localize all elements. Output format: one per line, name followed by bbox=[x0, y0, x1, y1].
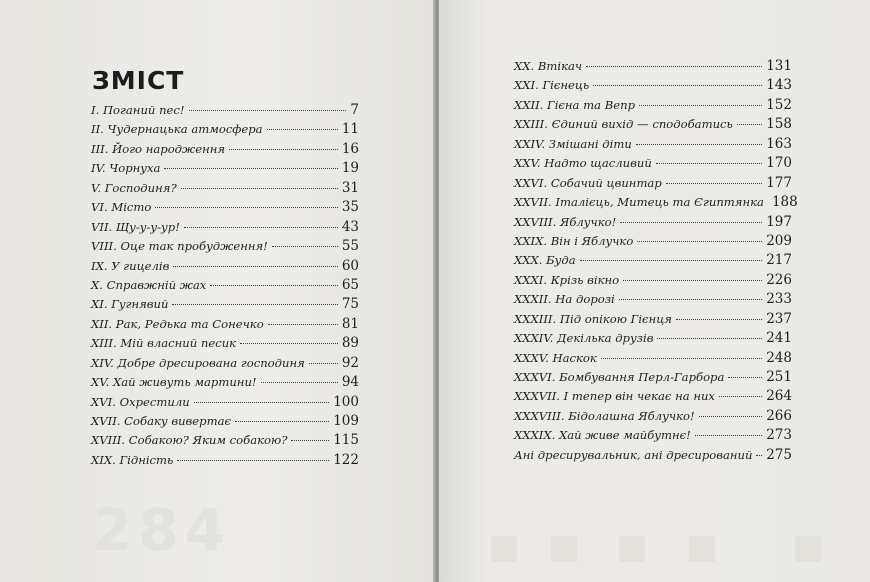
chapter-title: VI. Місто bbox=[91, 200, 152, 215]
page-number: 19 bbox=[341, 160, 359, 177]
page-number: 158 bbox=[766, 116, 792, 133]
chapter-title: XXVI. Собачий цвинтар bbox=[514, 175, 662, 190]
chapter-title: XXXV. Наскок bbox=[514, 350, 597, 365]
dot-leader bbox=[656, 163, 762, 164]
page-number: 89 bbox=[341, 335, 359, 352]
chapter-title: XVII. Собаку вивертає bbox=[91, 414, 231, 428]
chapter-title: Ані дресирувальник, ані дресирований bbox=[514, 447, 753, 462]
page-number: 217 bbox=[766, 252, 792, 269]
chapter-title: XXVIII. Яблучко! bbox=[514, 214, 617, 229]
dot-leader bbox=[737, 124, 762, 125]
toc-entry bbox=[514, 427, 792, 446]
chapter-title: XXXVII. І тепер він чекає на них bbox=[514, 389, 715, 404]
dot-leader bbox=[756, 455, 762, 456]
contents-title: ЗМІСТ bbox=[92, 66, 185, 95]
chapter-title: XX. Втікач bbox=[514, 59, 583, 73]
toc-entry bbox=[514, 291, 792, 310]
chapter-title: XV. Хай живуть мартини! bbox=[91, 375, 257, 390]
dot-leader bbox=[657, 338, 762, 339]
toc-entry bbox=[514, 194, 798, 213]
chapter-title: XVI. Охрестили bbox=[91, 394, 190, 409]
toc-entry bbox=[514, 175, 792, 194]
dot-leader bbox=[268, 324, 338, 325]
toc-entry bbox=[91, 258, 359, 277]
chapter-title: XIV. Добре дресирована господиня bbox=[91, 355, 305, 370]
chapter-title: XXV. Надто щасливий bbox=[514, 156, 652, 171]
chapter-title: XXII. Гієна та Вепр bbox=[514, 97, 636, 112]
toc-entry bbox=[91, 219, 359, 238]
toc-entry bbox=[514, 388, 792, 407]
chapter-title: V. Господиня? bbox=[91, 180, 177, 195]
page-number: 75 bbox=[341, 296, 359, 313]
page-number: 31 bbox=[341, 179, 359, 196]
toc-entry bbox=[91, 121, 359, 140]
page-number: 177 bbox=[766, 174, 792, 191]
dot-leader bbox=[189, 110, 347, 111]
page-number: 16 bbox=[341, 140, 359, 157]
toc-entry bbox=[91, 180, 359, 199]
toc-entry bbox=[514, 233, 792, 252]
toc-entry bbox=[514, 350, 792, 369]
chapter-title: XXXIV. Декілька друзів bbox=[514, 331, 654, 346]
chapter-title: XXXI. Крізь вікно bbox=[514, 272, 620, 287]
chapter-title: XVIII. Собакою? Яким собакою? bbox=[91, 433, 288, 448]
page-number: 43 bbox=[341, 218, 359, 235]
chapter-title: XXX. Буда bbox=[514, 253, 576, 268]
dot-leader bbox=[637, 241, 762, 242]
dot-leader bbox=[173, 266, 337, 267]
page-number: 152 bbox=[766, 96, 792, 113]
toc-list-left bbox=[91, 102, 359, 471]
dot-leader bbox=[676, 319, 762, 320]
toc-entry bbox=[91, 413, 359, 432]
toc-entry bbox=[91, 141, 359, 160]
chapter-title: XXXIII. Під опікою Гієнця bbox=[514, 311, 672, 326]
chapter-title: XXVII. Італієць, Митець та Єгиптянка bbox=[514, 195, 764, 210]
page-number: 55 bbox=[341, 238, 359, 255]
page-number: 11 bbox=[341, 121, 359, 138]
toc-entry bbox=[91, 355, 359, 374]
dot-leader bbox=[172, 304, 337, 305]
toc-entry bbox=[91, 394, 359, 413]
toc-entry bbox=[91, 374, 359, 393]
page-number: 131 bbox=[766, 58, 792, 74]
chapter-title: X. Справжній жах bbox=[91, 277, 207, 292]
page-number: 233 bbox=[766, 291, 792, 308]
right-page bbox=[439, 0, 870, 582]
show-through-page-number: 284 bbox=[92, 496, 232, 564]
page-number: 109 bbox=[333, 413, 359, 429]
dot-leader bbox=[580, 260, 763, 261]
toc-entry bbox=[514, 408, 792, 427]
chapter-title: XIX. Гідність bbox=[91, 452, 174, 467]
page-number: 122 bbox=[333, 451, 359, 468]
dot-leader bbox=[309, 363, 338, 364]
chapter-title: I. Поганий пес! bbox=[91, 103, 185, 117]
page-number: 197 bbox=[766, 213, 792, 230]
toc-entry bbox=[91, 199, 359, 218]
page-number: 266 bbox=[766, 407, 792, 424]
toc-entry bbox=[91, 432, 359, 451]
dot-leader bbox=[699, 416, 763, 417]
toc-entry bbox=[514, 136, 792, 155]
page-number: 237 bbox=[766, 310, 792, 327]
dot-leader bbox=[184, 227, 338, 228]
page-number: 275 bbox=[766, 446, 792, 463]
dot-leader bbox=[601, 358, 762, 359]
toc-entry bbox=[91, 296, 359, 315]
chapter-title: XXIV. Змішані діти bbox=[514, 136, 632, 151]
chapter-title: VIII. Оце так пробудження! bbox=[91, 239, 268, 254]
dot-leader bbox=[586, 66, 762, 67]
show-through-qr-mark bbox=[689, 536, 715, 562]
dot-leader bbox=[181, 188, 338, 189]
page-number: 60 bbox=[341, 257, 359, 274]
toc-entry bbox=[91, 452, 359, 471]
show-through-qr-mark bbox=[491, 536, 517, 562]
dot-leader bbox=[240, 343, 338, 344]
toc-entry bbox=[91, 160, 359, 179]
dot-leader bbox=[728, 377, 762, 378]
toc-entry bbox=[91, 277, 359, 296]
show-through-qr-mark bbox=[795, 536, 821, 562]
chapter-title: III. Його народження bbox=[91, 141, 226, 156]
toc-entry bbox=[91, 238, 359, 257]
show-through-qr-mark bbox=[551, 536, 577, 562]
toc-entry bbox=[514, 272, 792, 291]
dot-leader bbox=[261, 382, 338, 383]
toc-entry bbox=[514, 77, 792, 96]
toc-entry bbox=[514, 447, 792, 466]
toc-entry bbox=[514, 311, 792, 330]
toc-entry bbox=[91, 335, 359, 354]
chapter-title: XXIX. Він і Яблучко bbox=[514, 233, 634, 248]
toc-entry bbox=[91, 102, 359, 121]
chapter-title: XXI. Гієнець bbox=[514, 78, 590, 93]
chapter-title: XI. Гугнявий bbox=[91, 297, 169, 312]
toc-list-right bbox=[514, 58, 798, 466]
dot-leader bbox=[639, 105, 762, 106]
chapter-title: IX. У гицелів bbox=[91, 258, 170, 273]
page-number: 248 bbox=[766, 349, 792, 366]
page-number: 163 bbox=[766, 135, 792, 152]
dot-leader bbox=[194, 402, 330, 403]
dot-leader bbox=[695, 435, 762, 436]
toc-entry bbox=[514, 252, 792, 271]
toc-entry bbox=[514, 58, 792, 77]
toc-entry bbox=[514, 155, 792, 174]
chapter-title: XXXVIII. Бідолашна Яблучко! bbox=[514, 408, 695, 423]
dot-leader bbox=[636, 144, 762, 145]
page-number: 273 bbox=[766, 427, 792, 444]
chapter-title: XII. Рак, Редька та Сонечко bbox=[91, 316, 264, 331]
dot-leader bbox=[164, 168, 337, 169]
chapter-title: IV. Чорнуха bbox=[91, 161, 161, 176]
page-number: 170 bbox=[766, 155, 792, 172]
dot-leader bbox=[623, 280, 762, 281]
chapter-title: XIII. Мій власний песик bbox=[91, 336, 237, 351]
dot-leader bbox=[620, 222, 762, 223]
dot-leader bbox=[210, 285, 337, 286]
page-number: 94 bbox=[341, 374, 359, 391]
chapter-title: XXXIX. Хай живе майбутнє! bbox=[514, 428, 691, 443]
page-number: 226 bbox=[766, 271, 792, 288]
dot-leader bbox=[291, 440, 329, 441]
dot-leader bbox=[177, 460, 329, 461]
chapter-title: XXIII. Єдиний вихід — сподобатись bbox=[514, 117, 733, 132]
dot-leader bbox=[619, 299, 762, 300]
chapter-title: XXXVI. Бомбування Перл-Гарбора bbox=[514, 370, 725, 384]
dot-leader bbox=[229, 149, 338, 150]
toc-entry bbox=[514, 330, 792, 349]
page-number: 143 bbox=[766, 77, 792, 94]
page-number: 92 bbox=[341, 354, 359, 371]
page-number: 65 bbox=[341, 276, 359, 293]
show-through-qr-mark bbox=[619, 536, 645, 562]
chapter-title: XXXII. На дорозі bbox=[514, 292, 615, 307]
chapter-title: VII. Щу-у-у-ур! bbox=[91, 219, 180, 234]
toc-entry bbox=[514, 97, 792, 116]
toc-entry bbox=[514, 369, 792, 388]
page-number: 241 bbox=[766, 330, 792, 347]
page-number: 188 bbox=[771, 194, 798, 211]
page-number: 7 bbox=[350, 102, 359, 118]
page-number: 100 bbox=[333, 393, 359, 410]
dot-leader bbox=[235, 421, 329, 422]
toc-entry bbox=[514, 116, 792, 135]
dot-leader bbox=[267, 129, 338, 130]
dot-leader bbox=[272, 246, 338, 247]
toc-entry bbox=[91, 316, 359, 335]
toc-entry bbox=[514, 214, 792, 233]
page-number: 209 bbox=[766, 232, 792, 249]
dot-leader bbox=[719, 396, 762, 397]
page-number: 35 bbox=[341, 199, 359, 216]
chapter-title: II. Чудернацька атмосфера bbox=[91, 122, 263, 137]
page-number: 115 bbox=[333, 432, 359, 449]
page-number: 264 bbox=[766, 388, 792, 405]
dot-leader bbox=[155, 207, 337, 208]
dot-leader bbox=[593, 85, 762, 86]
dot-leader bbox=[666, 183, 762, 184]
page-number: 251 bbox=[766, 369, 792, 385]
page-number: 81 bbox=[341, 315, 359, 332]
